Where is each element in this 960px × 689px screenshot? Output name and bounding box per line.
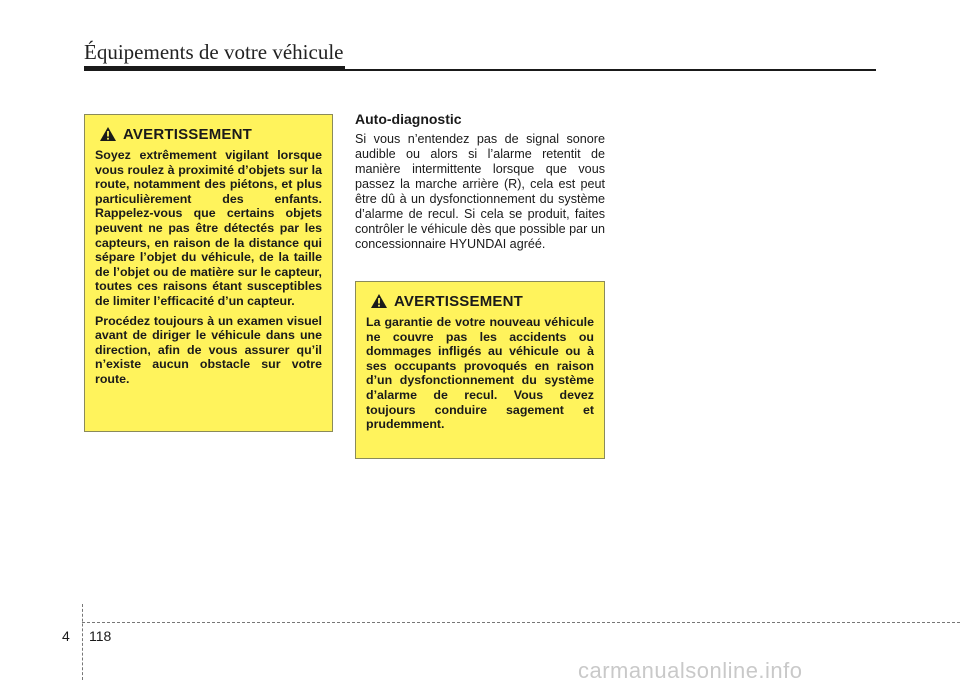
warning-paragraph: Soyez extrêmement vigilant lorsque vous roulez à proximité d’objets sur la route, notamment des piétons, et plus particulièrement des enfants. Rappelez-vous que certains objets peuvent ne pas être détectés par les capteurs, en raison de la distance qui sépare l’objet du véhicule, de la taille de l’objet ou de matière sur le capteur, toutes ces raisons étant susceptibles de limiter l’efficacité d’un capteur.	[95, 148, 322, 308]
header-rule-thick	[84, 66, 345, 71]
warning-box-warranty	[355, 281, 605, 459]
section-title: Auto-diagnostic	[355, 111, 462, 127]
warning-triangle-icon	[370, 293, 388, 309]
warning-paragraph: Procédez toujours à un examen visuel avant de diriger le véhicule dans une direction, afin de vous assurer qu’il n’existe aucun obstacle sur votre route.	[95, 313, 322, 386]
page-header-title: Équipements de votre véhicule	[84, 40, 344, 64]
warning-title: AVERTISSEMENT	[394, 292, 524, 310]
watermark: carmanualsonline.info	[578, 658, 803, 683]
page-number: 118	[89, 628, 112, 644]
warning-paragraph: La garantie de votre nouveau véhicule ne couvre pas les accidents ou dommages infligés au véhicule ou à ses occupants provoqués en raison d’un dysfonctionnement du système d’alarme de recul. Vous devez toujours conduire sagement et prudemment.	[366, 315, 594, 432]
header-rule-thin	[345, 69, 876, 71]
chapter-number: 4	[62, 628, 70, 644]
warning-title: AVERTISSEMENT	[123, 125, 253, 143]
warning-header	[99, 124, 322, 144]
section-body: Si vous n’entendez pas de signal sonore audible ou alors si l’alarme retentit de manière intermittente lorsque que vous passez la marche arrière (R), cela est peut être dû à un dysfonctionnement du système d’alarme de recul. Si cela se produit, faites contrôler le véhicule dès que possible par un concessionnaire HYUNDAI agréé.	[355, 132, 605, 251]
warning-header	[370, 291, 594, 311]
footer-divider-horizontal	[82, 622, 960, 623]
warning-box-sensors	[84, 114, 333, 432]
warning-triangle-icon	[99, 126, 117, 142]
footer-divider-vertical	[82, 604, 83, 680]
